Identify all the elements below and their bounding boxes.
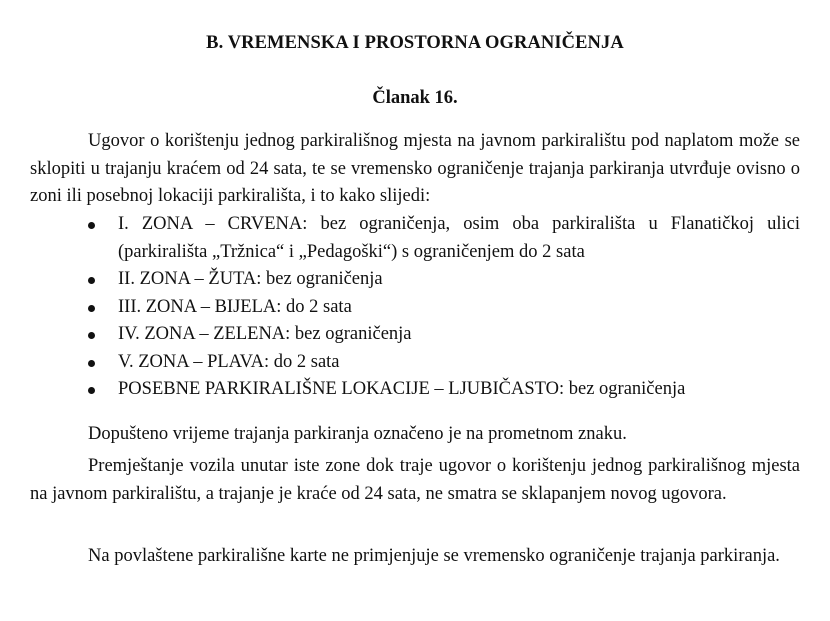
zone-list	[88, 211, 800, 404]
zone-text: V. ZONA – PLAVA: do 2 sata	[118, 351, 340, 372]
bullet-icon	[88, 305, 95, 312]
list-item	[88, 349, 800, 377]
list-item	[88, 211, 800, 266]
zone-text: III. ZONA – BIJELA: do 2 sata	[118, 296, 352, 317]
list-item	[88, 294, 800, 322]
bullet-icon	[88, 387, 95, 394]
bullet-icon	[88, 277, 95, 284]
paragraph-vehicle-relocation: Premještanje vozila unutar iste zone dok traje ugovor o korištenju jednog parkirališnog mjesta na javnom parkiralištu, a trajanje je kraće od 24 sata, ne smatra se sklapanjem novog ugovora.	[30, 456, 800, 504]
paragraph-privileged-tickets: Na povlaštene parkirališne karte ne primjenjuje se vremensko ograničenje trajanja parkiranja.	[88, 546, 780, 566]
list-item	[88, 321, 800, 349]
article-title: Članak 16.	[372, 88, 458, 108]
zone-text: II. ZONA – ŽUTA: bez ograničenja	[118, 269, 383, 289]
list-item	[88, 266, 800, 294]
section-title: B. VREMENSKA I PROSTORNA OGRANIČENJA	[206, 33, 624, 53]
bullet-icon	[88, 360, 95, 367]
paragraph-contract-duration: Ugovor o korištenju jednog parkirališnog mjesta na javnom parkiralištu pod naplatom može se sklopiti u trajanju kraćem od 24 sata, te se vremensko ograničenje trajanja parkiranja utvrđuje ovisno o zoni ili posebnoj lokaciji parkirališta, i to kako slijedi:	[30, 131, 800, 206]
zone-text: POSEBNE PARKIRALIŠNE LOKACIJE – LJUBIČASTO: bez ograničenja	[118, 379, 686, 399]
list-item	[88, 376, 800, 404]
zone-text: I. ZONA – CRVENA: bez ograničenja, osim oba parkirališta u Flanatičkoj ulici (parkirališta „Tržnica“ i „Pedagoški“) s ograničenjem do 2 sata	[118, 214, 800, 262]
paragraph-allowed-time: Dopušteno vrijeme trajanja parkiranja označeno je na prometnom znaku.	[88, 424, 627, 444]
zone-text: IV. ZONA – ZELENA: bez ograničenja	[118, 324, 412, 344]
bullet-icon	[88, 222, 95, 229]
bullet-icon	[88, 332, 95, 339]
